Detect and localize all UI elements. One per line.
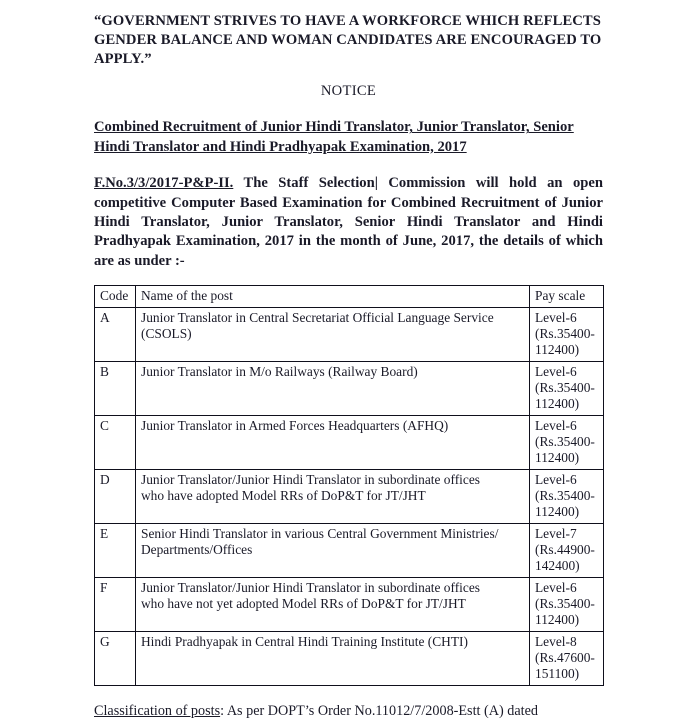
post-name-line-2: who have not yet adopted Model RRs of DoP&T for JT/JHT	[141, 596, 466, 612]
header-name-of-post: Name of the post	[136, 286, 530, 307]
pay-range-end: 112400)	[535, 342, 580, 358]
intro-body-text: The Staff Selection| Commission will hold an open competitive Computer Based Examination for Combined Recruitment of Junior Hindi Translator, Junior Translator, Senior Hindi Translator and Hindi Pradhyapak Examination, 2017 in the month of June, 2017, the details of which are as under :-	[94, 175, 603, 269]
post-name-line-1: Junior Translator in Armed Forces Headquarters (AFHQ)	[141, 417, 449, 433]
cell-post-name	[136, 631, 530, 685]
cell-pay-scale	[530, 631, 604, 685]
table-row	[95, 577, 604, 631]
examination-title	[94, 118, 603, 157]
cell-post-name	[136, 415, 530, 469]
pay-level: Level-6	[535, 309, 577, 325]
pay-level: Level-6	[535, 417, 577, 433]
pay-range-end: 151100)	[535, 666, 580, 682]
table-row	[95, 523, 604, 577]
cell-post-name	[136, 577, 530, 631]
cell-pay-scale	[530, 469, 604, 523]
cell-pay-scale	[530, 523, 604, 577]
cell-code: F	[95, 577, 136, 631]
pay-level: Level-6	[535, 471, 577, 487]
classification-label: Classification of posts	[94, 702, 221, 719]
pay-range-end: 112400)	[535, 504, 580, 520]
classification-body: : As per DOPT’s Order No.11012/7/2008-Estt (A) dated	[220, 702, 538, 719]
examination-title-line-2: Hindi Translator and Hindi Pradhyapak Examination, 2017	[94, 138, 467, 155]
pay-range-start: (Rs.35400-	[535, 596, 595, 612]
header-pay-scale: Pay scale	[530, 286, 604, 307]
pay-range-start: (Rs.44900-	[535, 542, 595, 558]
cell-pay-scale	[530, 307, 604, 361]
post-name-line-1: Junior Translator in M/o Railways (Railway Board)	[141, 363, 418, 379]
pay-level: Level-6	[535, 363, 577, 379]
gender-balance-banner: “GOVERNMENT STRIVES TO HAVE A WORKFORCE WHICH REFLECTS GENDER BALANCE AND WOMAN CANDIDATES ARE ENCOURAGED TO APPLY.”	[94, 13, 602, 67]
document-content	[94, 12, 603, 720]
notice-heading: NOTICE	[320, 82, 377, 99]
post-name-line-1: Senior Hindi Translator in various Central Government Ministries/	[141, 525, 499, 541]
cell-post-name	[136, 361, 530, 415]
pay-range-start: (Rs.35400-	[535, 325, 595, 341]
pay-level: Level-7	[535, 525, 577, 541]
cell-post-name	[136, 469, 530, 523]
pay-range-end: 112400)	[535, 450, 580, 466]
intro-paragraph	[94, 174, 603, 271]
classification-footnote	[94, 702, 603, 720]
table-row	[95, 361, 604, 415]
cell-code: D	[95, 469, 136, 523]
cell-code: C	[95, 415, 136, 469]
examination-title-line-1: Combined Recruitment of Junior Hindi Translator, Junior Translator, Senior	[94, 119, 574, 136]
table-row	[95, 631, 604, 685]
header-code: Code	[95, 286, 136, 307]
post-name-line-1: Junior Translator/Junior Hindi Translator in subordinate offices	[141, 471, 480, 487]
cell-post-name	[136, 307, 530, 361]
pay-range-start: (Rs.47600-	[535, 650, 595, 666]
pay-level: Level-6	[535, 579, 577, 595]
cell-pay-scale	[530, 415, 604, 469]
cell-post-name	[136, 523, 530, 577]
cell-code: B	[95, 361, 136, 415]
cell-code: A	[95, 307, 136, 361]
pay-range-end: 112400)	[535, 396, 580, 412]
pay-range-start: (Rs.35400-	[535, 379, 595, 395]
pay-range-end: 142400)	[535, 558, 580, 574]
post-name-line-1: Hindi Pradhyapak in Central Hindi Training Institute (CHTI)	[141, 633, 468, 649]
cell-code: G	[95, 631, 136, 685]
pay-range-start: (Rs.35400-	[535, 434, 595, 449]
table-row	[95, 469, 604, 523]
pay-range-end: 112400)	[535, 612, 580, 628]
pay-range-start: (Rs.35400-	[535, 488, 595, 504]
cell-pay-scale	[530, 577, 604, 631]
post-name-line-1: Junior Translator in Central Secretariat Official Language Service	[141, 309, 494, 325]
posts-table	[94, 285, 604, 686]
table-row	[95, 307, 604, 361]
cell-pay-scale	[530, 361, 604, 415]
pay-level: Level-8	[535, 633, 577, 649]
post-name-line-2: (CSOLS)	[141, 325, 192, 341]
table-row	[95, 415, 604, 469]
cell-code: E	[95, 523, 136, 577]
post-name-line-1: Junior Translator/Junior Hindi Translator in subordinate offices	[141, 579, 480, 595]
post-name-line-2: Departments/Offices	[141, 542, 253, 558]
table-header-row	[95, 286, 604, 307]
file-number: F.No.3/3/2017-P&P-II.	[94, 175, 234, 192]
post-name-line-2: who have adopted Model RRs of DoP&T for JT/JHT	[141, 488, 426, 504]
